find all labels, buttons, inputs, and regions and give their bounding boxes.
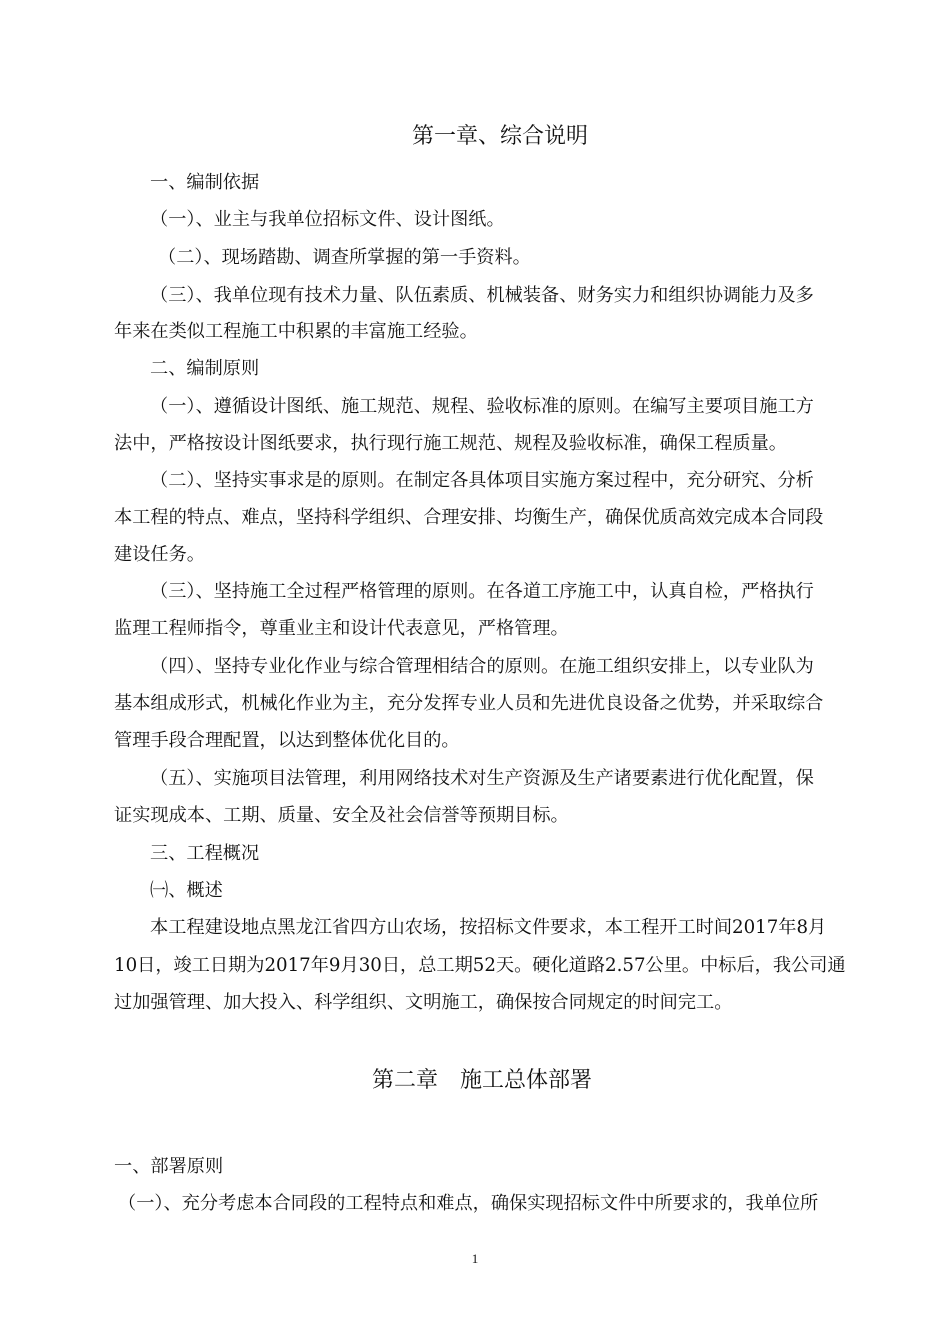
subsection-heading: ㈠、概述 bbox=[150, 880, 223, 901]
paragraph-line: 证实现成本、工期、质量、安全及社会信誉等预期目标。 bbox=[114, 805, 569, 826]
paragraph-line: （五）、实施项目法管理，利用网络技术对生产资源及生产诸要素进行优化配置，保 bbox=[150, 768, 814, 789]
paragraph-line: （三）、我单位现有技术力量、队伍素质、机械装备、财务实力和组织协调能力及多 bbox=[150, 285, 814, 306]
paragraph-line: （二）、现场踏勘、调查所掌握的第一手资料。 bbox=[158, 247, 531, 268]
paragraph-line: 本工程的特点、难点，坚持科学组织、合理安排、均衡生产，确保优质高效完成本合同段 bbox=[114, 507, 824, 528]
paragraph-line: 10日，竣工日期为2017年9月30日，总工期52天。硬化道路2.57公里。中标后，我公司通 bbox=[114, 955, 846, 976]
paragraph-line: 基本组成形式，机械化作业为主，充分发挥专业人员和先进优良设备之优势，并采取综合 bbox=[114, 693, 824, 714]
paragraph-line: （一）、遵循设计图纸、施工规范、规程、验收标准的原则。在编写主要项目施工方 bbox=[150, 396, 814, 417]
chapter-1-title: 第一章、综合说明 bbox=[412, 124, 589, 149]
paragraph-line: （四）、坚持专业化作业与综合管理相结合的原则。在施工组织安排上，以专业队为 bbox=[150, 656, 814, 677]
paragraph-line: （三）、坚持施工全过程严格管理的原则。在各道工序施工中，认真自检，严格执行 bbox=[150, 581, 814, 602]
paragraph-line: 年来在类似工程施工中积累的丰富施工经验。 bbox=[114, 321, 478, 342]
section-heading: 一、部署原则 bbox=[114, 1156, 224, 1177]
section-heading: 二、编制原则 bbox=[150, 358, 260, 379]
section-heading: 三、工程概况 bbox=[150, 843, 260, 864]
paragraph-line: （一）、业主与我单位招标文件、设计图纸。 bbox=[150, 209, 505, 230]
paragraph-line: （一）、充分考虑本合同段的工程特点和难点，确保实现招标文件中所要求的，我单位所 bbox=[118, 1193, 819, 1214]
page-number: 1 bbox=[471, 1251, 479, 1266]
section-heading: 一、编制依据 bbox=[150, 172, 260, 193]
paragraph-line: 本工程建设地点黑龙江省四方山农场，按招标文件要求，本工程开工时间2017年8月 bbox=[150, 917, 827, 938]
paragraph-line: 法中，严格按设计图纸要求，执行现行施工规范、规程及验收标准，确保工程质量。 bbox=[114, 433, 787, 454]
paragraph-line: 管理手段合理配置，以达到整体优化目的。 bbox=[114, 730, 460, 751]
paragraph-line: 监理工程师指令，尊重业主和设计代表意见，严格管理。 bbox=[114, 618, 569, 639]
paragraph-line: （二）、坚持实事求是的原则。在制定各具体项目实施方案过程中，充分研究、分析 bbox=[150, 470, 814, 491]
paragraph-line: 过加强管理、加大投入、科学组织、文明施工，确保按合同规定的时间完工。 bbox=[114, 992, 733, 1013]
chapter-2-title: 第二章 施工总体部署 bbox=[372, 1068, 593, 1093]
paragraph-line: 建设任务。 bbox=[114, 544, 205, 565]
